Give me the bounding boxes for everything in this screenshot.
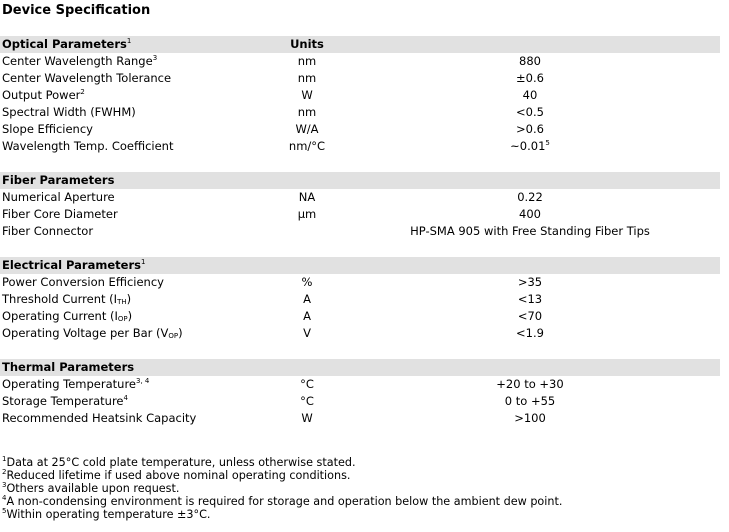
param-label: Threshold Current $(I_{TH})$ bbox=[2, 292, 132, 306]
param-value: 400 bbox=[519, 207, 541, 221]
param-unit: NA bbox=[298, 190, 316, 204]
param-value: HP-SMA 905 with Free Standing Fiber Tips bbox=[410, 224, 650, 238]
spec-row bbox=[0, 206, 720, 223]
footnote: $^5$Within operating temperature ±3°C. bbox=[2, 507, 211, 521]
param-unit: °C bbox=[300, 377, 314, 391]
spec-row bbox=[0, 53, 720, 70]
param-label: Wavelength Temp. Coefficient bbox=[2, 139, 174, 153]
param-value: 40 bbox=[522, 88, 538, 102]
param-label: Slope Efficiency bbox=[2, 122, 93, 136]
param-label: Numerical Aperture bbox=[2, 190, 115, 204]
spec-row bbox=[0, 138, 720, 155]
electrical-header-row bbox=[0, 257, 720, 274]
param-unit: A bbox=[303, 309, 311, 323]
param-unit: % bbox=[301, 275, 313, 289]
footnotes bbox=[2, 456, 562, 521]
param-value: 0 to +55 bbox=[504, 394, 556, 408]
spec-row bbox=[0, 308, 720, 325]
section-title-optical: Optical Parameters$^1$ bbox=[2, 37, 132, 51]
param-unit: µm bbox=[297, 207, 317, 221]
spec-row bbox=[0, 70, 720, 87]
footnote: $^2$Reduced lifetime if used above nominal operating conditions. bbox=[2, 468, 351, 482]
spec-row bbox=[0, 189, 720, 206]
param-unit: nm/°C bbox=[288, 139, 326, 153]
param-value: ±0.6 bbox=[516, 71, 544, 85]
param-unit: W bbox=[301, 88, 313, 102]
param-label: Fiber Connector bbox=[2, 224, 94, 238]
section-spacer bbox=[0, 240, 720, 257]
param-label: Operating Voltage per Bar $(V_{OP})$ bbox=[2, 326, 183, 340]
footnote: $^1$Data at 25°C cold plate temperature, unless otherwise stated. bbox=[2, 455, 356, 469]
param-label: Spectral Width (FWHM) bbox=[2, 105, 136, 119]
units-header: Units bbox=[290, 37, 324, 51]
spec-row bbox=[0, 376, 720, 393]
param-label: Fiber Core Diameter bbox=[2, 207, 118, 221]
param-unit: nm bbox=[297, 54, 317, 68]
param-label: Operating Current $(I_{OP})$ bbox=[2, 309, 133, 323]
thermal-header-row bbox=[0, 359, 720, 376]
param-value: >0.6 bbox=[516, 122, 544, 136]
footnote: $^3$Others available upon request. bbox=[2, 481, 180, 495]
param-unit: nm bbox=[297, 105, 317, 119]
footnote: $^4$A non-condensing environment is required for storage and operation below the ambient dew point. bbox=[2, 494, 563, 508]
param-unit: W bbox=[301, 411, 313, 425]
param-value: <1.9 bbox=[516, 326, 544, 340]
param-label: Power Conversion Efficiency bbox=[2, 275, 164, 289]
section-spacer bbox=[0, 342, 720, 359]
param-value: <0.5 bbox=[516, 105, 544, 119]
section-title-fiber: Fiber Parameters bbox=[2, 173, 115, 187]
param-value: <13 bbox=[517, 292, 543, 306]
param-label: Center Wavelength Tolerance bbox=[2, 71, 172, 85]
spec-row bbox=[0, 104, 720, 121]
spec-row bbox=[0, 393, 720, 410]
param-label: Storage Temperature$^4$ bbox=[2, 394, 128, 408]
spec-row bbox=[0, 291, 720, 308]
param-label: Center Wavelength Range$^3$ bbox=[2, 54, 158, 68]
param-value: 0.22 bbox=[517, 190, 543, 204]
page-title: Device Specification bbox=[2, 3, 151, 18]
spec-row bbox=[0, 223, 720, 240]
param-label: Output Power$^2$ bbox=[2, 88, 85, 102]
spec-table bbox=[0, 36, 720, 427]
param-unit: V bbox=[303, 326, 311, 340]
param-unit: °C bbox=[300, 394, 314, 408]
fiber-header-row bbox=[0, 172, 720, 189]
optical-header-row bbox=[0, 36, 720, 53]
param-unit: W/A bbox=[295, 122, 319, 136]
param-value: 880 bbox=[519, 54, 541, 68]
param-unit: nm bbox=[297, 71, 317, 85]
param-label: Recommended Heatsink Capacity bbox=[2, 411, 197, 425]
spec-row bbox=[0, 274, 720, 291]
spec-row bbox=[0, 325, 720, 342]
spec-row bbox=[0, 410, 720, 427]
spec-row bbox=[0, 121, 720, 138]
param-value: ~0.01$^5$ bbox=[510, 139, 550, 153]
param-unit: A bbox=[303, 292, 311, 306]
param-value: >35 bbox=[517, 275, 543, 289]
param-value: <70 bbox=[517, 309, 543, 323]
param-value: +20 to +30 bbox=[496, 377, 564, 391]
section-title-electrical: Electrical Parameters$^1$ bbox=[2, 258, 146, 272]
param-label: Operating Temperature$^{3, 4}$ bbox=[2, 377, 150, 391]
section-title-thermal: Thermal Parameters bbox=[2, 360, 135, 374]
spec-row bbox=[0, 87, 720, 104]
section-spacer bbox=[0, 155, 720, 172]
param-value: >100 bbox=[514, 411, 546, 425]
